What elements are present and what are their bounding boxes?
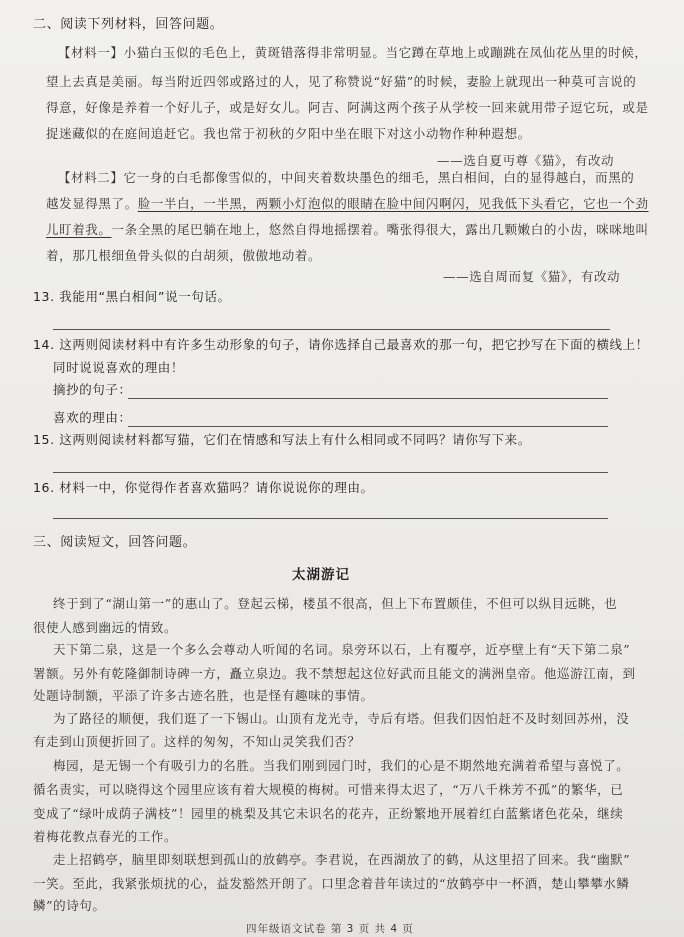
question-14-cont: 同时说说喜欢的理由！ [53,360,185,375]
passage-line: 很使人感到幽远的情致。 [33,620,178,635]
answer-line-15[interactable] [53,472,608,473]
passage-line: 天下第二泉，这是一个多么会尊动人听闻的名词。泉旁环以石，上有覆亭，近亭壁上有“天下第二泉” [53,642,631,657]
material2-line4: 着，那几根细鱼骨头似的白胡须，傲傲地动着。 [46,248,322,263]
page-footer: 四年级语文试卷 第 3 页 共 4 页 [246,923,414,935]
material1-source: ——选自夏丏尊《猫》，有改动 [437,153,615,168]
section3-heading: 三、阅读短文，回答问题。 [33,535,197,550]
passage-line: 一笑。至此，我紧张烦扰的心，益发豁然开朗了。口里念着昔年读过的“放鹤亭中一杯酒，楚山攀攀水鳞 [33,876,630,891]
answer-line-13[interactable] [53,329,610,330]
question-14: 14. 这两则阅读材料中有许多生动形象的句子，请你选择自己最喜欢的那一句，把它抄写在下面的横线上！ [33,337,649,352]
passage-line: 着梅花教点春光的工作。 [33,829,178,844]
reason-label: 喜欢的理由： [53,410,132,425]
material2-underlined-end: 儿盯着我。 [46,222,112,237]
reason-answer-line[interactable] [128,426,608,427]
passage-title: 太湖游记 [292,567,350,583]
question-15: 15. 这两则阅读材料都写猫，它们在情感和写法上有什么相同或不同吗？请你写下来。 [33,432,531,447]
answer-line-16[interactable] [53,518,608,519]
material1-line1: 【材料一】小猫白玉似的毛色上，黄斑错落得非常明显。当它蹲在草地上或蹦跳在凤仙花丛里的时候， [58,45,648,60]
excerpt-answer-line[interactable] [128,398,608,399]
passage-line: 走上招鹤亭，脑里即刻联想到孤山的放鹤亭。李君说，在西湖放了的鹤，从这里招了回来。我“幽默” [53,852,631,867]
excerpt-label: 摘抄的句子： [53,382,132,397]
material2-text: 越发显得黑了。 [46,196,138,211]
passage-line: 署额。另外有乾隆御制诗碑一方，矗立泉边。我不禁想起这位好武而且能文的满洲皇帝。他巡游江南，到 [33,666,636,681]
material2-line2 [46,196,649,212]
question-13: 13. 我能用“黑白相间”说一句话。 [33,289,231,304]
passage-line: 鳞”的诗句。 [33,898,106,913]
material1-line2: 望上去真是美丽。每当附近四邻或路过的人，见了称赞说“好猫”的时候，妻脸上就现出一种莫可言说的 [46,74,637,89]
passage-line: 梅园，是无锡一个有吸引力的名胜。当我们刚到园门时，我们的心是不期然地充满着希望与喜悦了。 [53,758,630,773]
material1-line3: 得意，好像是养着一个好儿子，或是好女儿。阿吉、阿满这两个孩子从学校一回来就用带子逗它玩，或是 [46,100,649,115]
material2-text: 一条全黑的尾巴躺在地上，悠然自得地摇摆着。嘴张得很大，露出几颗嫩白的小齿，咪咪地叫 [111,222,649,237]
passage-line: 终于到了“湖山第一”的惠山了。登起云梯，楼虽不很高，但上下布置颇佳，不但可以纵目远眺，也 [53,596,618,611]
passage-line: 变成了“绿叶成荫子满枝”！园里的桃梨及其它未识名的花卉，正纷繁地开展着红白蓝紫诸色花朵，继续 [33,806,624,821]
passage-line: 循名责实，可以晓得这个园里应该有着大规模的梅树。可惜来得太迟了，“万八千株芳不孤”的繁华，已 [33,782,624,797]
section2-heading: 二、阅读下列材料，回答问题。 [33,17,224,32]
passage-line: 有走到山顶便折回了。这样的匆匆，不知山灵笑我们否？ [33,734,361,749]
material1-line4: 捉迷藏似的在庭间追赶它。我也常于初秋的夕阳中坐在眼下对这小动物作种种遐想。 [46,126,531,141]
question-16: 16. 材料一中，你觉得作者喜欢猫吗？请你说说你的理由。 [33,480,374,495]
material2-source: ——选自周而复《猫》，有改动 [443,269,621,284]
passage-line: 为了路径的顺便，我们逛了一下锡山。山顶有龙光寺，寺后有塔。但我们因怕赶不及时刻回苏州，没 [53,711,630,726]
material2-line3 [46,222,649,238]
material2-underlined-sentence: 脸一半白，一半黑，两颗小灯泡似的眼睛在脸中间闪啊闪，见我低下头看它，它也一个劲 [137,196,649,211]
passage-line: 处题诗制额，平添了许多古迹名胜，也是怪有趣味的事情。 [33,688,374,703]
material2-line1: 【材料二】它一身的白毛都像雪似的，中间夹着数块墨色的细毛，黑白相间，白的显得越白，而黑的 [58,170,635,185]
